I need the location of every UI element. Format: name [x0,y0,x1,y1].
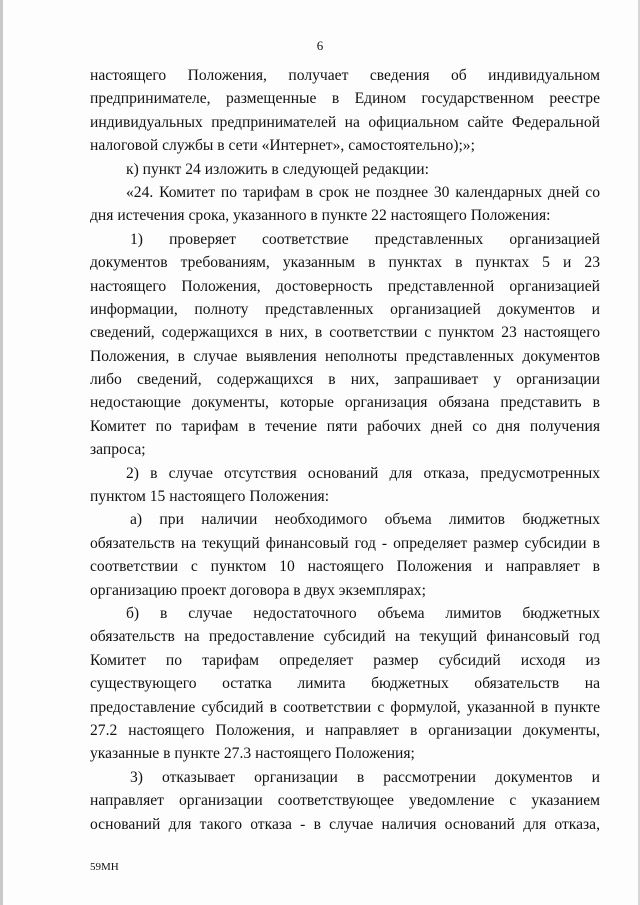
text-line: указанные в пункте 27.3 настоящего Положения; [90,745,415,763]
text-line: индивидуальных предпринимателей на официальном сайте Федеральной [90,113,600,131]
text-line: настоящего Положения, достоверность представленной организацией [90,277,600,295]
page-number: 6 [316,38,324,53]
text-line: информации, полноту представленных организацией документов и [90,300,600,318]
text-line: «24. Комитет по тарифам в срок не позднее 30 календарных дней со [126,183,600,201]
scan-edge-left [0,0,3,905]
text-line: предоставление субсидий в соответствии с формулой, указанной в пункте [90,698,600,716]
text-line: настоящего Положения, получает сведения об индивидуальном [90,67,600,84]
text-line: организацию проект договора в двух экземплярах; [90,581,426,599]
text-line: налоговой службы в сети «Интернет», самостоятельно);»; [90,137,475,155]
text-line: направляет организации соответствующее уведомление с указанием [90,792,600,810]
text-line: дня истечения срока, указанного в пункте 22 настоящего Положения: [90,207,551,225]
text-line: предпринимателе, размещенные в Едином государственном реестре [90,90,600,108]
text-line: оснований для такого отказа - в случае наличия оснований для отказа, [90,815,600,833]
document-code: 59МН [90,861,119,873]
text-line: либо сведений, содержащихся в них, запрашивает у организации [90,371,600,389]
text-line: 1) проверяет соответствие представленных организацией [130,230,600,248]
text-line: соответствии с пунктом 10 настоящего Положения и направляет в [90,558,600,576]
document-body [90,64,600,836]
text-line: 27.2 настоящего Положения, и направляет в организации документы, [90,721,600,739]
text-line: Положения, в случае выявления неполноты представленных документов [90,347,600,365]
text-line: обязательств на предоставление субсидий на текущий финансовый год [90,628,600,646]
text-line: пунктом 15 настоящего Положения: [90,488,330,506]
text-line: а) при наличии необходимого объема лимитов бюджетных [130,511,600,529]
text-line: б) в случае недостаточного объема лимитов бюджетных [126,604,600,622]
text-line: сведений, содержащихся в них, в соответствии с пунктом 23 настоящего [90,324,600,342]
text-line: 3) отказывает организации в рассмотрении документов и [130,768,600,786]
text-line: 2) в случае отсутствия оснований для отказа, предусмотренных [126,464,600,482]
text-line: документов требованиям, указанным в пунктах в пунктах 5 и 23 [90,254,600,272]
text-line: обязательств на текущий финансовый год - определяет размер субсидии в [90,534,600,552]
text-line: к) пункт 24 изложить в следующей редакции: [126,160,429,178]
text-line: недостающие документы, которые организация обязана представить в [90,394,600,412]
text-line: Комитет по тарифам определяет размер субсидий исходя из [90,651,600,669]
text-line: Комитет по тарифам в течение пяти рабочих дней со дня получения [90,417,600,435]
text-line: запроса; [90,441,146,459]
text-line: существующего остатка лимита бюджетных обязательств на [90,675,600,693]
